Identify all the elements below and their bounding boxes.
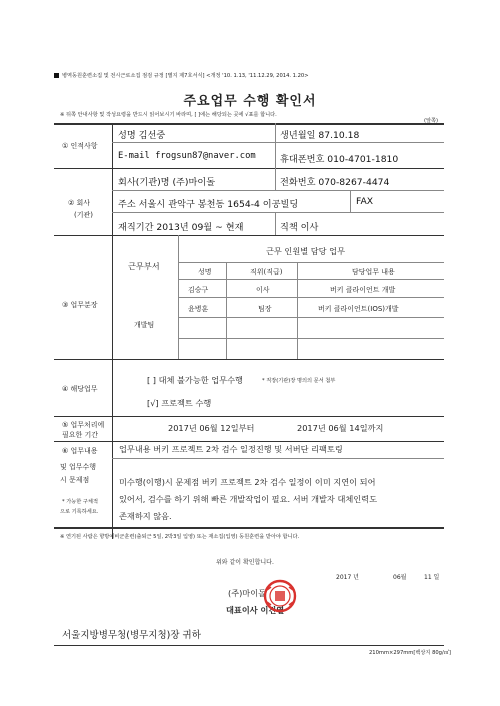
phone-field: 휴대폰번호 010-4701-1810 [280,154,399,165]
problem-line-3: 존재하지 않음. [119,511,172,521]
section-label-duties: ③ 업무분장 [62,301,98,309]
col-divider [275,123,276,168]
paper-spec: 210mm×297mm[백상지 80g/㎡] [369,650,451,656]
option-project: [√] 프로젝트 수행 [147,398,212,408]
company-tel-field: 전화번호 070-8267-4474 [280,177,390,188]
col-header-name: 성명 [198,268,212,276]
section-divider [54,168,444,169]
col-divider [275,168,276,190]
law-reference: 병역동원훈련소집 및 전시근로소집 점검 규정 [별지 제7호서식] <개정 '10. 1.13, '11.12.29, 2014. 1.20> [54,72,309,79]
square-bullet-icon [54,73,59,78]
section-label-work-3: 시 문제점 [60,476,90,484]
staff-row-2-name: 윤병훈 [188,305,209,313]
dept-name: 개발팀 [134,321,155,329]
col-divider [297,262,298,359]
date-month: 06월 [393,574,407,581]
section-label-task: ④ 해당업무 [62,385,98,393]
label-column-divider [112,123,113,539]
dept-header: 근무부서 [128,261,160,271]
position-field: 직책 이사 [280,222,319,233]
row-divider [112,212,444,213]
company-name: (주)마이돌 [228,588,267,598]
instruction-text: ※ 뒤쪽 안내사항 및 작성요령을 반드시 읽어보시기 바라며, [ ]에는 해당되는 곳에 √표를 합니다. [60,112,277,118]
company-seal-icon [262,578,298,614]
col-divider [275,212,276,235]
col-divider [226,262,227,359]
date-year: 2017 년 [336,574,359,581]
option-note: * 직장(기관)장 명의의 문서 첨부 [262,378,336,384]
date-day: 11 일 [424,574,440,581]
staff-row-2-rank: 팀장 [258,305,272,313]
ceo-name: 대표이사 이진열 [226,605,285,615]
staff-row-2-duty: 버키 클라이언트(IOS)개발 [318,305,399,313]
staff-row-1-name: 김승구 [188,286,209,294]
section-divider [54,359,444,360]
section-label-period: ⑤ 업무처리에 [62,421,105,429]
footer-note: ※ 연기된 사람은 향방예비군훈련(출퇴근 5일, 2박3일 입영) 또는 재소집(입영) 동원훈련을 받아야 합니다. [60,534,300,540]
page-title: 주요업무 수행 확인서 [183,94,317,109]
row-divider [178,262,444,263]
period-start: 2017년 06월 12일부터 [168,423,255,433]
col-divider [350,190,351,212]
section-label-company-sub: (기관) [74,211,93,219]
footer-divider [54,645,444,646]
birth-field: 생년월일 87.10.18 [280,130,360,141]
recipient-text: 서울지방병무청(병무지청)장 귀하 [62,630,201,641]
section-label-personal: ① 인적사항 [62,142,98,150]
row-divider [178,338,444,339]
row-divider [178,279,444,280]
staff-row-1-rank: 이사 [256,286,270,294]
period-field: 재직기간 2013년 09월 ~ 현재 [118,222,244,233]
address-field: 주소 서울시 관악구 봉천동 1654-4 이공빌딩 [118,199,299,210]
name-field: 성명 김선중 [118,130,166,141]
section-divider [54,235,444,236]
row-divider [178,297,444,298]
section-divider [54,416,444,417]
section-note-1: * 가능한 구체적 [62,499,98,505]
row-divider [178,317,444,318]
problem-line-1: 미수행(이행)시 문제점 버키 프로젝트 2차 검수 일정이 이미 지연이 되어 [119,477,376,487]
fax-field: FAX [356,196,374,207]
col-header-rank: 직위(직급) [250,268,283,276]
page-side-label: (앞쪽) [424,118,439,124]
section-note-2: 으로 기록하세요. [60,509,99,515]
staff-row-1-duty: 버키 클라이언트 개발 [330,286,396,294]
email-field: E-mail frogsun87@naver.com [118,151,256,161]
section-divider [54,441,444,442]
col-header-duty: 담당업무 내용 [352,268,395,276]
option-irreplaceable: [ ] 대체 불가능한 업무수행 [147,375,243,385]
period-end: 2017년 06월 14일까지 [297,423,384,433]
row-divider [112,142,444,143]
section-label-work: ⑥ 업무내용 [62,447,98,455]
section-label-period-sub: 필요한 기간 [62,431,99,439]
company-field: 회사(기관)명 (주)마이돌 [118,177,216,188]
confirm-text: 위와 같이 확인합니다. [216,559,274,566]
row-divider [112,190,444,191]
table-bottom-border [54,527,444,529]
section-label-work-2: 및 업무수행 [60,463,97,471]
problem-line-2: 있어서, 검수를 하기 위해 빠른 개발작업이 필요. 서버 개발자 대체인력도 [119,494,377,504]
staff-header: 근무 인원별 담당 업무 [266,246,345,256]
section-label-company: ② 회사 [68,199,91,207]
row-divider [112,458,444,459]
work-content: 업무내용 버키 프로젝트 2차 검수 일정진행 및 서버단 리팩토링 [119,444,343,454]
